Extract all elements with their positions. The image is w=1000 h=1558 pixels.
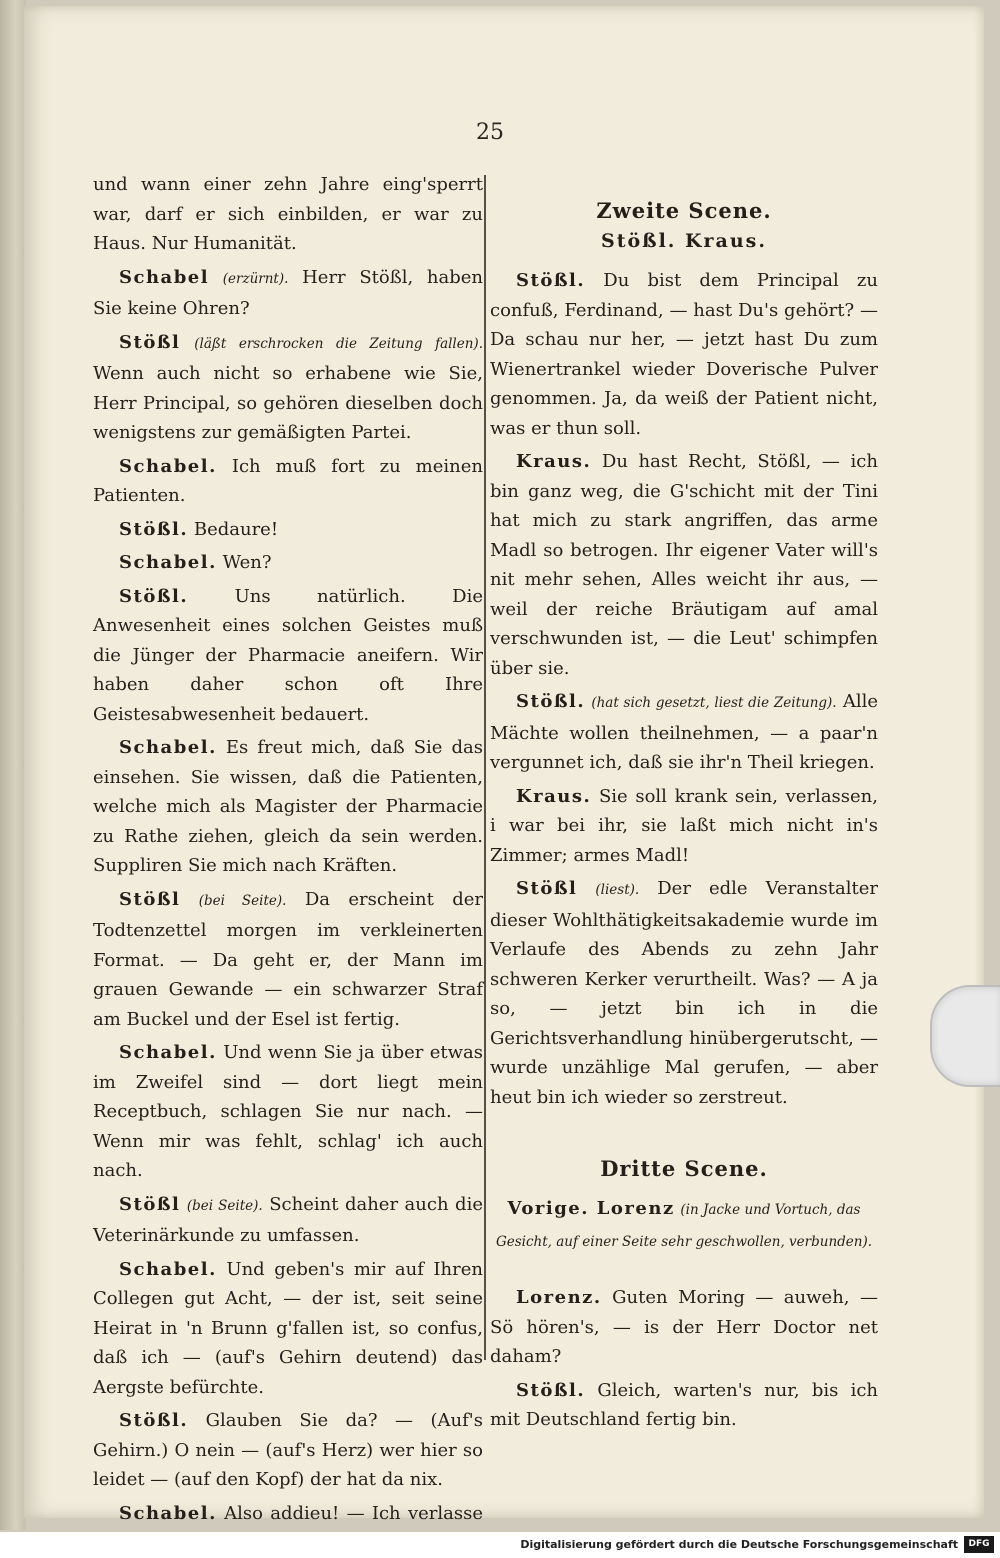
dialogue-text: Du hast Recht, Stößl, — ich bin ganz weg, die G'schicht mit der Tini hat mich zu stark angriffen, das arme Madl so betrogen. Ihr eigener Vater will's nit mehr sehen, Alles weicht ihr aus, — weil der reiche Bräutigam auf amal verschwunden ist, — die Leut' schimpfen über sie. [490,451,878,679]
funding-note: Digitalisierung gefördert durch die Deutsche Forschungsgemeinschaft [520,1538,958,1551]
dialogue-text: Uns natürlich. Die Anwesenheit eines solchen Geistes muß die Jünger der Pharmacie aneifern. Wir haben daher schon oft Ihre Geistesabwesenheit bedauert. [93,585,483,725]
stage-direction: (läßt erschrocken die Zeitung fallen). [194,335,483,352]
speaker-name: Schabel [119,266,210,288]
stage-direction: (bei Seite). [198,892,287,909]
paragraph [490,447,878,683]
paragraph [490,874,878,1112]
dialogue-text: Alle Mächte wollen theilnehmen, — a paar'n vergunnet ich, daß sie ihr'n Theil kriegen. [490,691,878,773]
paragraph [490,1283,878,1372]
speaker-name: Kraus. [516,785,592,807]
speaker-name: Kraus. [516,451,592,472]
speaker-name: Vorige. Lorenz [507,1198,675,1219]
dialogue-text: Guten Moring — auweh, — Sö hören's, — is der Herr Doctor net daham? [490,1287,878,1367]
dialogue-text: Und geben's mir auf Ihren Collegen gut Acht, — der ist, seit seine Heirat in 'n Brunn g'fallen ist, so confus, daß ich — (auf's Gehirn deutend) das Aergste befürchte. [93,1258,483,1398]
dialogue-text: Herr Stößl, haben Sie keine Ohren? [93,266,483,319]
scene-persons: Stößl. Kraus. [600,230,767,252]
speaker-name: Stößl [516,878,578,899]
paragraph [93,1190,483,1251]
dialogue-text: Glauben Sie da? — (Auf's Gehirn.) O nein — (auf's Herz) wer hier so leidet — (auf den Kopf) der hat da nix. [93,1410,483,1490]
speaker-name: Stößl. [516,270,586,291]
paragraph [93,548,483,578]
dfg-logo: DFG [964,1536,994,1553]
speaker-name: Lorenz. [516,1287,602,1308]
scene-heading: Dritte Scene. [600,1156,768,1181]
dialogue-text: Also addieu! — Ich verlasse [224,1502,483,1524]
dialogue-text: Du bist dem Principal zu confuß, Ferdinand, — hast Du's gehört? — Da schau nur her, — jetzt hast Du zum Wienertrankel wieder Doverische Pulver genommen. Ja, da weiß der Patient nicht, was er thun soll. [490,270,878,439]
dialogue-text: Wenn auch nicht so erhabene wie Sie, Herr Principal, so gehören dieselben doch wenigstens zur gemäßigten Partei. [93,363,483,443]
scene-persons [490,1194,878,1257]
paragraph [93,733,483,881]
digitization-footer [0,1532,1000,1558]
left-column [93,170,483,1558]
paragraph [490,687,878,778]
column-divider [484,175,486,1360]
paragraph [93,328,483,448]
speaker-name: Schabel. [119,552,217,573]
paragraph [93,515,483,545]
dialogue-text: Wen? [222,552,272,573]
stage-direction: (bei Seite). [186,1197,263,1214]
stage-direction: (erzürnt). [222,270,289,287]
paragraph [490,782,878,871]
paragraph [93,1255,483,1403]
dialogue-text: Es freut mich, daß Sie das einsehen. Sie wissen, daß die Patienten, welche mich als Magister der Pharmacie zu Rathe ziehen, gleich da sein werden. Suppliren Sie mich nach Kräften. [93,737,483,876]
speaker-name: Stößl. [119,1410,189,1431]
dialogue-text: Und wenn Sie ja über etwas im Zweifel sind — dort liegt mein Receptbuch, schlagen Sie nur nach. — Wenn mir was fehlt, schlag' ich auch nach. [93,1042,483,1181]
speaker-name: Schabel. [119,1042,217,1063]
speaker-name: Stößl. [516,691,586,712]
speaker-name: Schabel. [119,737,217,758]
scene-heading: Zweite Scene. [596,198,772,223]
paragraph [93,885,483,1035]
speaker-name: Schabel. [119,455,217,477]
speaker-name: Stößl [119,1193,181,1215]
stage-direction: (liest). [595,882,640,898]
paragraph: und wann einer zehn Jahre eing'sperrt war, darf er sich einbilden, er war zu Haus. Nur Humanität. [93,174,483,254]
paragraph [93,1406,483,1495]
dialogue-text: Sie soll krank sein, verlassen, i war bei ihr, sie laßt mich nicht in's Zimmer; armes Madl! [490,785,878,866]
paragraph [490,1376,878,1435]
dialogue-text: Scheint daher auch die Veterinärkunde zu umfassen. [93,1193,483,1246]
page-number: 25 [476,120,504,145]
paragraph [490,266,878,443]
speaker-name: Stößl [119,888,181,910]
paragraph [93,452,483,511]
speaker-name: Schabel. [119,1258,217,1280]
speaker-name: Stößl. [119,585,189,607]
dialogue-text: Ich muß fort zu meinen Patienten. [93,455,483,506]
dialogue-text: Bedaure! [193,518,279,540]
paragraph [93,263,483,324]
speaker-name: Stößl [119,331,181,353]
stage-direction: (hat sich gesetzt, liest die Zeitung). [591,695,837,711]
dialogue-text: Der edle Veranstalter dieser Wohlthätigkeitsakademie wurde im Verlaufe des Abends zu zehn Jahr schweren Kerker verurtheilt. Was? — A ja so, — jetzt bin ich in die Gerichtsverhandlung hinübergerutscht, — wurde unzählige Mal gerufen, — aber heut bin ich wieder so zerstreut. [490,878,878,1108]
book-edge [0,0,26,1530]
paragraph [93,582,483,730]
speaker-name: Stößl. [119,518,189,540]
dialogue-text: Gleich, warten's nur, bis ich mit Deutschland fertig bin. [490,1379,878,1430]
speaker-name: Stößl. [516,1379,586,1401]
dialogue-text: Da erscheint der Todtenzettel morgen im verkleinerten Format. — Da geht er, der Mann im grauen Gewande — ein schwarzer Straf am Buckel und der Esel ist fertig. [93,888,483,1030]
page-tab-marker [930,985,1000,1087]
stage-direction: (in Jacke und Vortuch, das Gesicht, auf einer Seite sehr geschwollen, verbunden). [495,1202,873,1250]
speaker-name: Schabel. [119,1502,217,1524]
paragraph [93,1038,483,1186]
right-column [490,170,878,1435]
